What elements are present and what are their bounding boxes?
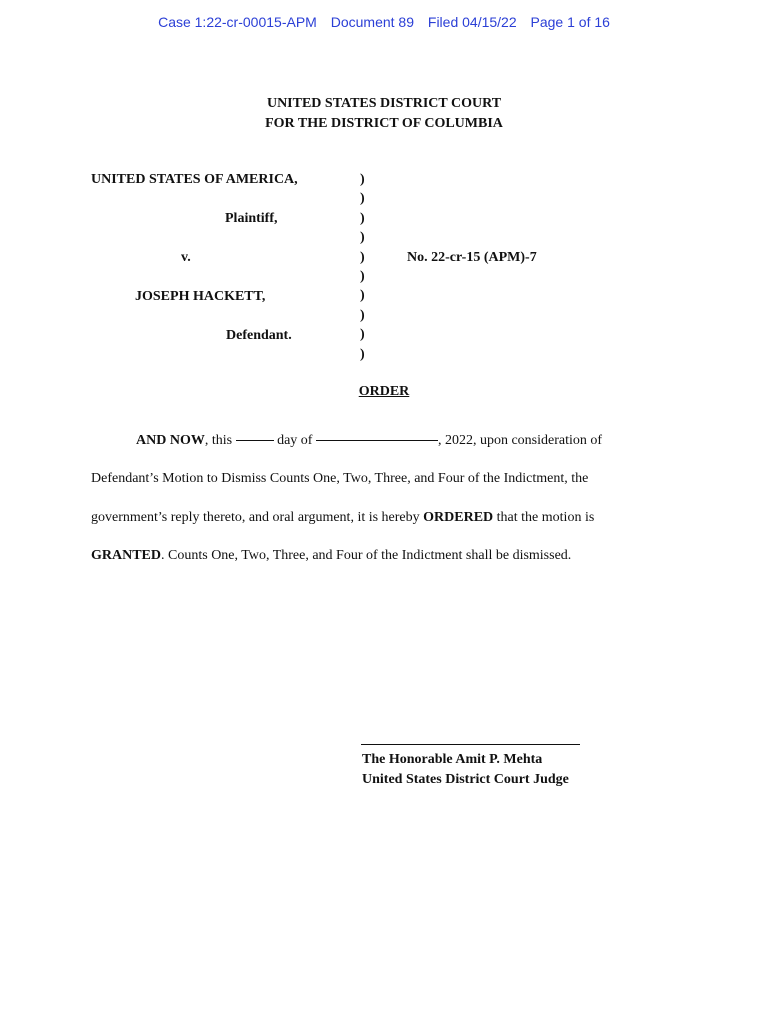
order-body [91,422,651,576]
plaintiff-name: UNITED STATES OF AMERICA, [91,172,298,187]
order-text-3: , 2022, upon consideration of Defendant’s Motion to Dismiss Counts One, Two, Three, and Four of the Indictment, the government’s reply thereto, and oral argument, it is hereby [91,433,603,525]
judge-title: United States District Court Judge [362,772,569,787]
paren: ) [360,268,365,284]
paren: ) [360,288,365,304]
filed-date-header: Filed 04/15/22 [427,14,517,30]
order-title: ORDER [358,384,410,399]
ecf-header [0,14,768,30]
paren: ) [360,172,365,187]
month-blank [316,439,438,441]
defendant-name: JOSEPH HACKETT, [135,289,266,304]
case-number-header: Case 1:22-cr-00015-APM [158,14,317,30]
caption-parentheses [360,170,365,364]
paren: ) [360,230,365,246]
court-district: FOR THE DISTRICT OF COLUMBIA [265,116,503,131]
order-text-2: day of [273,433,316,448]
judge-name: The Honorable Amit P. Mehta [362,752,543,767]
case-caption [0,170,768,370]
page-count-header: Page 1 of 16 [530,14,610,30]
court-name: UNITED STATES DISTRICT COURT [266,96,502,111]
case-number: No. 22-cr-15 (APM)-7 [407,250,537,265]
and-now-label: AND NOW [136,433,205,448]
ordered-label: ORDERED [423,509,494,525]
signature-line [361,744,580,745]
paren: ) [360,191,365,207]
order-text-1: , this [204,433,236,448]
defendant-role: Defendant. [226,328,292,343]
order-text-5: . Counts One, Two, Three, and Four of the Indictment shall be dismissed. [161,548,572,564]
document-number-header: Document 89 [330,14,414,30]
paren: ) [360,327,365,343]
versus: v. [181,250,191,265]
paren: ) [360,307,365,323]
day-blank [236,439,274,441]
paren: ) [360,346,365,362]
court-heading [0,94,768,134]
plaintiff-role: Plaintiff, [225,211,278,226]
signature-block [362,750,569,790]
order-text-4: that the motion is [493,509,595,525]
paren: ) [360,249,365,265]
order-paragraph [91,422,651,576]
granted-label: GRANTED [91,548,162,564]
paren: ) [360,210,365,226]
